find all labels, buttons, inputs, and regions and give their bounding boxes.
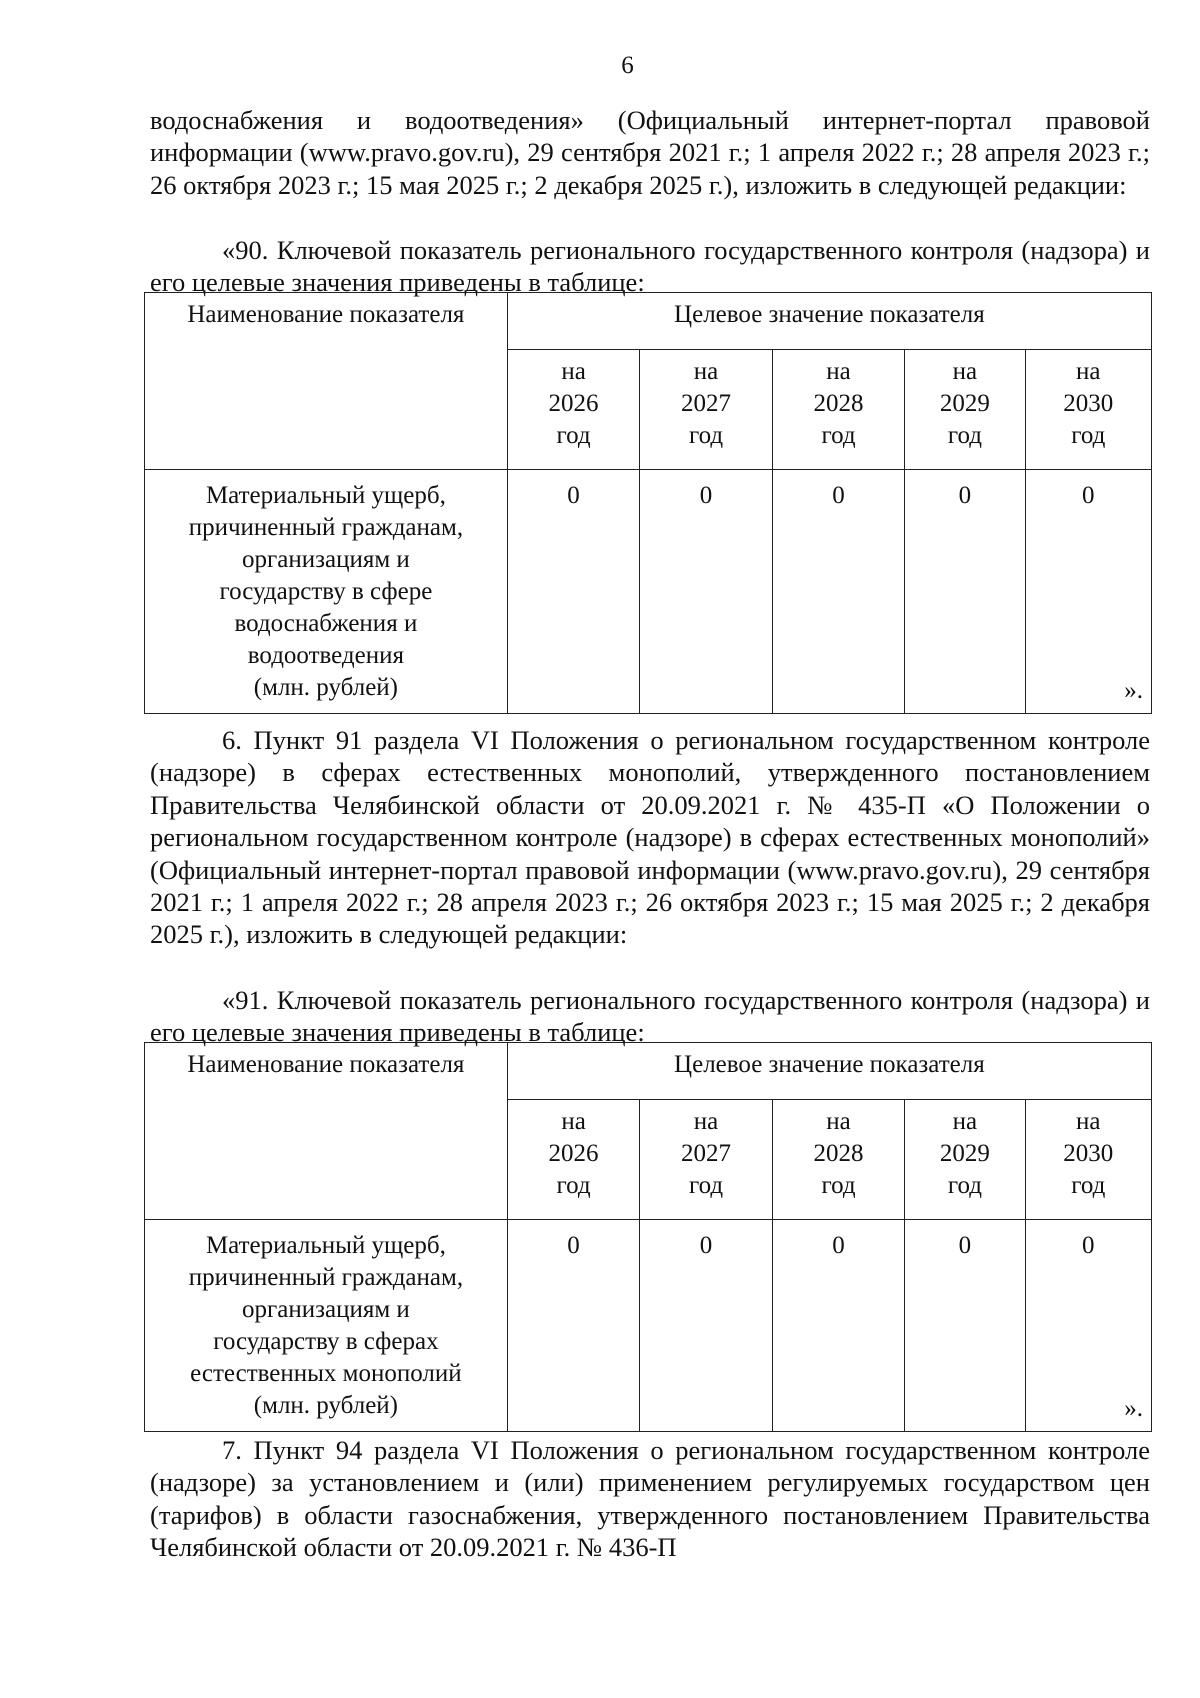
quote-90-text: «90. Ключевой показатель регионального государственного контроля (надзора) и его целевые значения приведены в таблице: [150,235,1150,298]
paragraph-6 [150,724,1150,951]
table2-value-2026: 0 [507,1220,639,1432]
table1-closing-quote: ». [1124,677,1143,704]
table2-year-2026: на 2026 год [507,1100,639,1220]
table2-value-2030-cell [1025,1220,1151,1432]
indicator-table-1 [144,292,1152,714]
paragraph-7 [150,1434,1150,1564]
table2-header-name: Наименование показателя [145,1043,508,1220]
table1-year-2027: на 2027 год [640,350,772,470]
table1-year-2028: на 2028 год [772,350,904,470]
table1-value-2030: 0 [1082,482,1095,509]
table2-closing-quote: ». [1124,1395,1143,1422]
table1-year-2026: на 2026 год [507,350,639,470]
table1-header-name: Наименование показателя [145,293,508,470]
table1-value-2027: 0 [640,470,772,714]
table1-value-2026: 0 [507,470,639,714]
table2-value-2027: 0 [640,1220,772,1432]
paragraph-6-text: 6. Пункт 91 раздела VI Положения о региональном государственном контроле (надзоре) в сферах естественных монополий, утвержденного постановлением Правительства Челябинской области от 20.09.2021 г. № 435-П «О Положении о региональном государственном контроле (надзоре) в сферах естественных монополий» (Официальный интернет-портал правовой информации (www.pravo.gov.ru), 29 сентября 2021 г.; 1 апреля 2022 г.; 28 апреля 2023 г.; 26 октября 2023 г.; 15 мая 2025 г.; 2 декабря 2025 г.), изложить в следующей редакции: [150,725,1150,950]
table2-row-name: Материальный ущерб, причиненный гражданам, организациям и государству в сферах естественных монополий (млн. рублей) [145,1220,508,1432]
paragraph-quote-91 [150,984,1150,1049]
quote-91-text: «91. Ключевой показатель регионального государственного контроля (надзора) и его целевые значения приведены в таблице: [150,985,1150,1048]
table2-value-2030: 0 [1082,1232,1095,1259]
table1-value-2028: 0 [772,470,904,714]
table2-year-2027: на 2027 год [640,1100,772,1220]
table2-year-2028: на 2028 год [772,1100,904,1220]
page-number: 6 [621,52,634,79]
table2-year-2030: на 2030 год [1025,1100,1151,1220]
paragraph-intro: водоснабжения и водоотведения» (Официальный интернет-портал правовой информации (www.pravo.gov.ru), 29 сентября 2021 г.; 1 апреля 2022 г.; 28 апреля 2023 г.; 26 октября 2023 г.; 15 мая 2025 г.; 2 декабря 2025 г.), изложить в следующей редакции: [150,105,1150,200]
paragraph-quote-90 [150,234,1150,299]
table2-header-target: Целевое значение показателя [507,1043,1151,1100]
table1-year-2030: на 2030 год [1025,350,1151,470]
table1-value-2029: 0 [905,470,1025,714]
paragraph-7-text: 7. Пункт 94 раздела VI Положения о региональном государственном контроле (надзоре) за установлением и (или) применением регулируемых государством цен (тарифов) в области газоснабжения, утвержденного постановлением Правительства Челябинской области от 20.09.2021 г. № 436-П [150,1435,1150,1563]
table1-row-name: Материальный ущерб, причиненный гражданам, организациям и государству в сфере водоснабжения и водоотведения (млн. рублей) [145,470,508,714]
table2-year-2029: на 2029 год [905,1100,1025,1220]
indicator-table-2 [144,1042,1152,1432]
table2-value-2029: 0 [905,1220,1025,1432]
table1-header-target: Целевое значение показателя [507,293,1151,350]
table1-value-2030-cell [1025,470,1151,714]
table1-year-2029: на 2029 год [905,350,1025,470]
table2-value-2028: 0 [772,1220,904,1432]
